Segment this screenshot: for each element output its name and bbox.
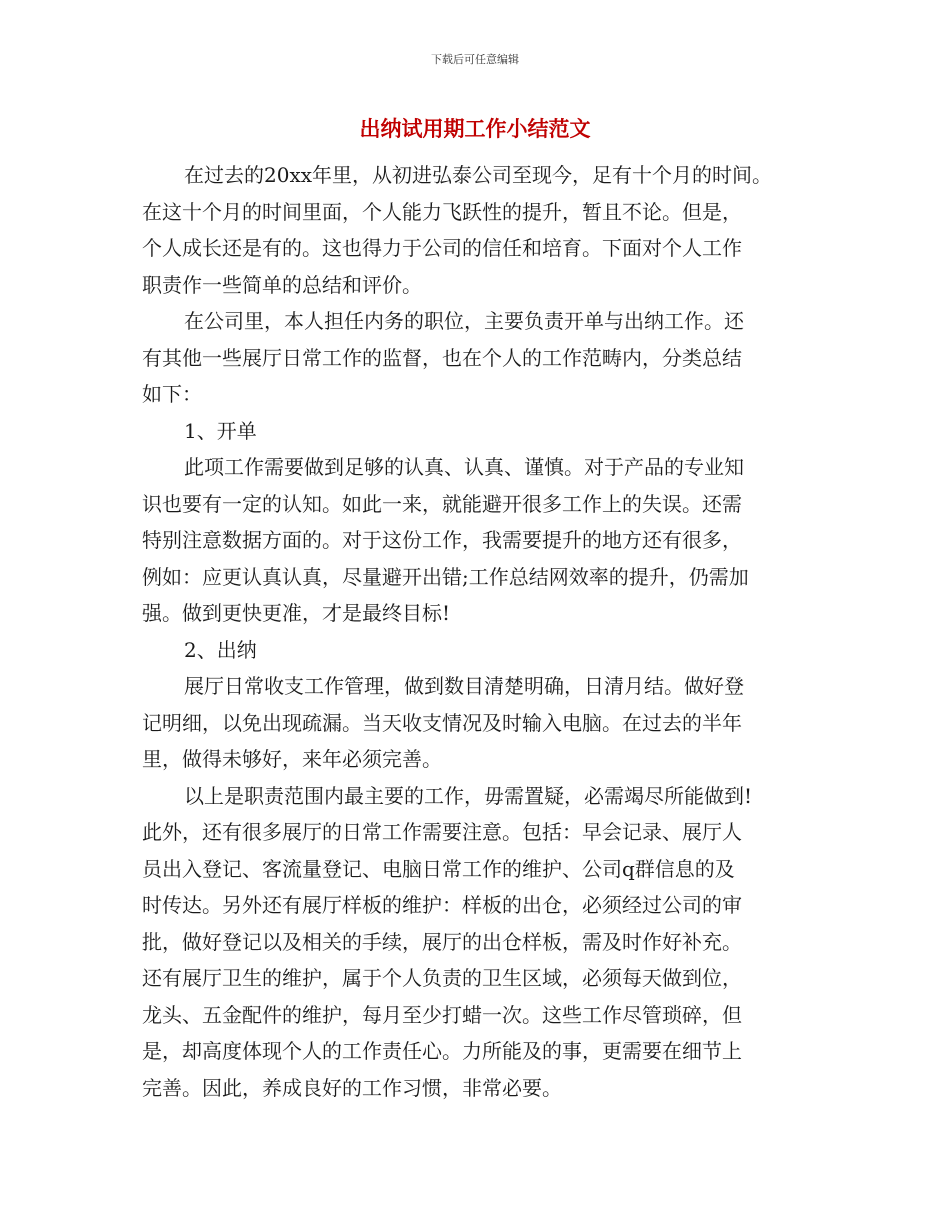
document-title: 出纳试用期工作小结范文: [359, 117, 591, 141]
document-body: [142, 157, 814, 1106]
page-header: 下载后可任意编辑: [431, 53, 519, 66]
text-line: 如下：: [142, 382, 202, 406]
text-line: 记明细，以免出现疏漏。当天收支情况及时输入电脑。在过去的半年: [142, 710, 742, 735]
text-line: 是，却高度体现个人的工作责任心。力所能及的事，更需要在细节上: [142, 1039, 742, 1063]
text-line: 时传达。另外还有展厅样板的维护：样板的出仓，必须经过公司的审: [142, 893, 742, 917]
text-line: 1、开单: [184, 418, 257, 443]
text-line: 员出入登记、客流量登记、电脑日常工作的维护、公司q群信息的及: [142, 856, 735, 881]
text-line: 例如：应更认真认真，尽量避开出错;工作总结网效率的提升，仍需加: [142, 564, 749, 589]
text-line: 里，做得未够好，来年必须完善。: [142, 747, 442, 771]
text-line: 强。做到更快更准，才是最终目标!: [142, 601, 451, 625]
text-line: 识也要有一定的认知。如此一来，就能避开很多工作上的失误。还需: [142, 491, 742, 516]
text-line: 龙头、五金配件的维护，每月至少打蜡一次。这些工作尽管琐碎，但: [142, 1002, 742, 1027]
text-line: 此外，还有很多展厅的日常工作需要注意。包括：早会记录、展厅人: [142, 820, 742, 844]
text-line: 特别注意数据方面的。对于这份工作，我需要提升的地方还有很多，: [142, 528, 742, 552]
text-line: 有其他一些展厅日常工作的监督，也在个人的工作范畴内，分类总结: [142, 345, 742, 370]
text-line: 还有展厅卫生的维护，属于个人负责的卫生区域，必须每天做到位，: [142, 966, 742, 990]
text-line: 批，做好登记以及相关的手续，展厅的出仓样板，需及时作好补充。: [142, 929, 742, 954]
text-line: 在这十个月的时间里面，个人能力飞跃性的提升，暂且不论。但是，: [142, 199, 742, 224]
text-line: 展厅日常收支工作管理，做到数目清楚明确，日清月结。做好登: [184, 674, 744, 698]
text-line: 2、出纳: [184, 637, 257, 662]
text-line: 个人成长还是有的。这也得力于公司的信任和培育。下面对个人工作: [142, 236, 742, 260]
text-line: 此项工作需要做到足够的认真、认真、谨慎。对于产品的专业知: [184, 455, 744, 479]
text-line: 职责作一些简单的总结和评价。: [142, 272, 422, 297]
text-line: 完善。因此，养成良好的工作习惯，非常必要。: [142, 1075, 562, 1100]
text-line: 在过去的20xx年里，从初进弘泰公司至现今，足有十个月的时间。: [184, 163, 773, 187]
text-line: 在公司里，本人担任内务的职位，主要负责开单与出纳工作。还: [184, 309, 744, 333]
text-line: 以上是职责范围内最主要的工作，毋需置疑，必需竭尽所能做到!: [184, 783, 753, 808]
